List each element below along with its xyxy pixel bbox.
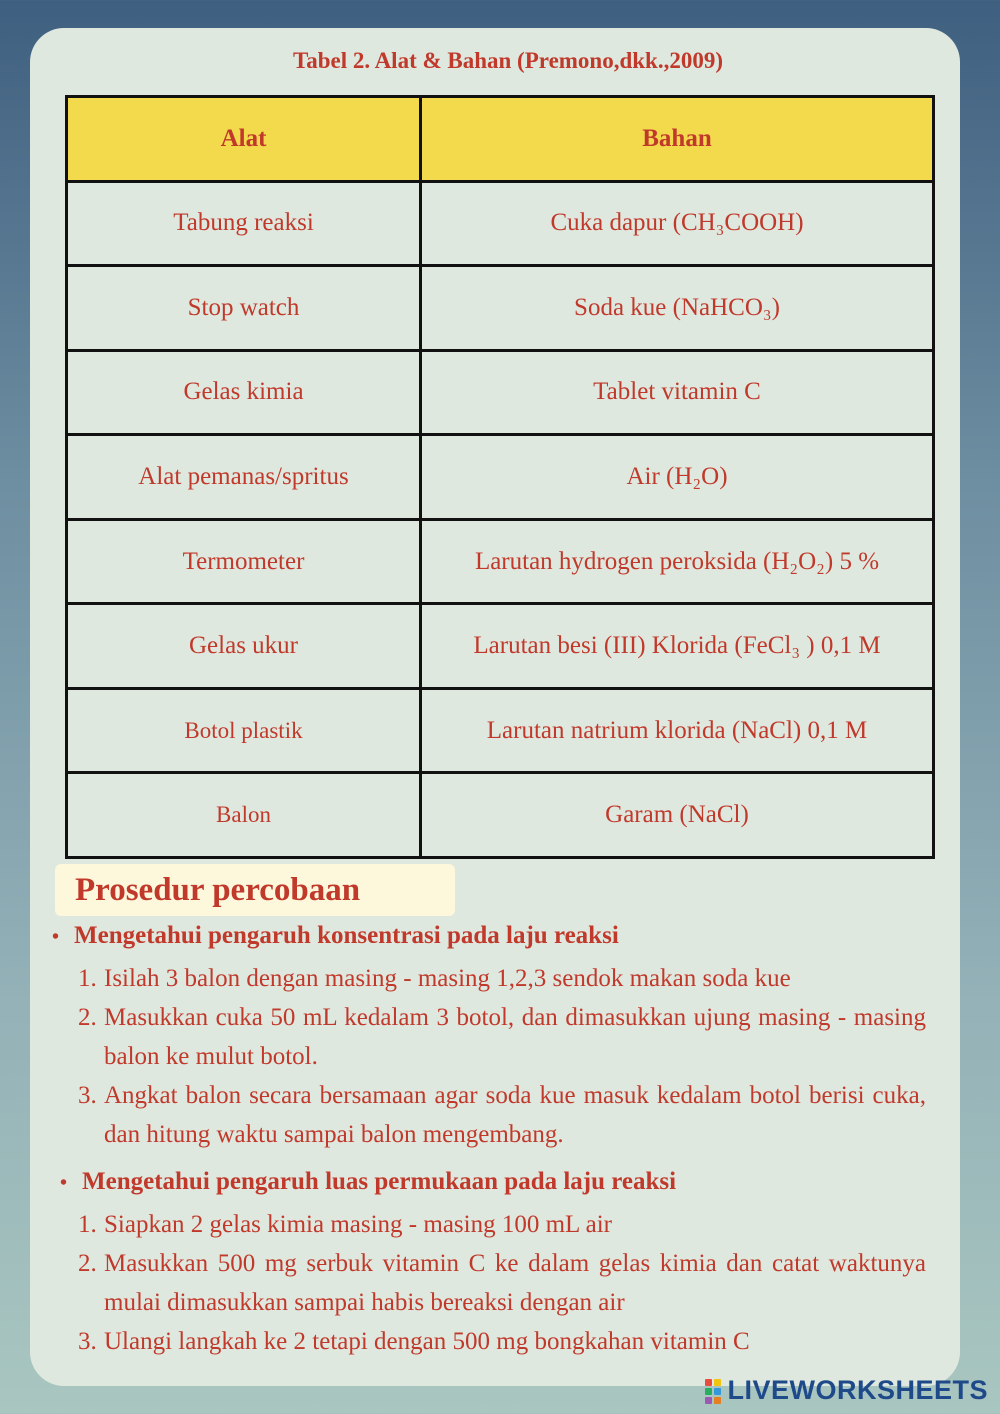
procedure-step xyxy=(78,998,926,1076)
section-heading xyxy=(52,922,619,950)
bullet-icon: • xyxy=(52,926,60,948)
table-row xyxy=(67,350,934,435)
step-number: 1. xyxy=(78,965,97,992)
alat-cell: Balon xyxy=(67,773,421,858)
alat-cell: Gelas ukur xyxy=(67,604,421,689)
step-number: 2. xyxy=(78,1004,97,1031)
bahan-cell: Air (H₂O) xyxy=(421,435,934,520)
step-text: Masukkan 500 mg serbuk vitamin C ke dalam gelas kimia dan catat waktunya mulai dimasukkan sampai habis bereaksi dengan air xyxy=(104,1250,926,1316)
alat-cell: Gelas kimia xyxy=(67,350,421,435)
step-number: 1. xyxy=(78,1211,97,1238)
table-row xyxy=(67,435,934,520)
step-text: Angkat balon secara bersamaan agar soda kue masuk kedalam botol berisi cuka, dan hitung waktu sampai balon mengembang. xyxy=(104,1082,926,1148)
alat-cell: Stop watch xyxy=(67,266,421,351)
procedure-step xyxy=(78,1322,926,1361)
step-number: 3. xyxy=(78,1082,97,1109)
alat-cell: Tabung reaksi xyxy=(67,181,421,266)
alat-cell: Alat pemanas/spritus xyxy=(67,435,421,520)
procedure-title: Prosedur percobaan xyxy=(55,864,455,916)
table-header-row xyxy=(67,97,934,182)
bahan-cell: Larutan hydrogen peroksida (H₂O₂) 5 % xyxy=(421,519,934,604)
table-row xyxy=(67,604,934,689)
step-text: Ulangi langkah ke 2 tetapi dengan 500 mg bongkahan vitamin C xyxy=(104,1328,750,1355)
bahan-cell: Larutan besi (III) Klorida (FeCl₃ ) 0,1 M xyxy=(421,604,934,689)
bahan-cell: Soda kue (NaHCO₃) xyxy=(421,266,934,351)
tools-materials-table xyxy=(65,95,935,859)
procedure-step xyxy=(78,1076,926,1154)
alat-cell: Botol plastik xyxy=(67,688,421,773)
section-heading-text: Mengetahui pengaruh luas permukaan pada laju reaksi xyxy=(82,1168,677,1195)
table-row xyxy=(67,773,934,858)
bahan-cell: Tablet vitamin C xyxy=(421,350,934,435)
liveworksheets-logo[interactable] xyxy=(705,1373,988,1407)
bullet-icon: • xyxy=(60,1172,68,1194)
brand-name: LIVEWORKSHEETS xyxy=(727,1374,988,1405)
step-text: Masukkan cuka 50 mL kedalam 3 botol, dan dimasukkan ujung masing - masing balon ke mulut botol. xyxy=(104,1004,926,1070)
section-heading xyxy=(60,1168,676,1196)
bahan-cell: Larutan natrium klorida (NaCl) 0,1 M xyxy=(421,688,934,773)
bahan-cell: Garam (NaCl) xyxy=(421,773,934,858)
table-row xyxy=(67,266,934,351)
step-number: 2. xyxy=(78,1250,97,1277)
section-heading-text: Mengetahui pengaruh konsentrasi pada laju reaksi xyxy=(74,922,619,949)
table-row xyxy=(67,688,934,773)
procedure-step xyxy=(78,959,926,998)
header-alat: Alat xyxy=(67,97,421,182)
step-text: Siapkan 2 gelas kimia masing - masing 100 mL air xyxy=(104,1211,613,1238)
procedure-step xyxy=(78,1205,926,1244)
alat-cell: Termometer xyxy=(67,519,421,604)
step-number: 3. xyxy=(78,1328,97,1355)
step-text: Isilah 3 balon dengan masing - masing 1,2,3 sendok makan soda kue xyxy=(104,965,791,992)
liveworksheets-mark-icon xyxy=(705,1377,723,1403)
table-row xyxy=(67,181,934,266)
bahan-cell: Cuka dapur (CH₃COOH) xyxy=(421,181,934,266)
table-row xyxy=(67,519,934,604)
table-title: Tabel 2. Alat & Bahan (Premono,dkk.,2009) xyxy=(292,48,724,73)
header-bahan: Bahan xyxy=(421,97,934,182)
procedure-step xyxy=(78,1244,926,1322)
